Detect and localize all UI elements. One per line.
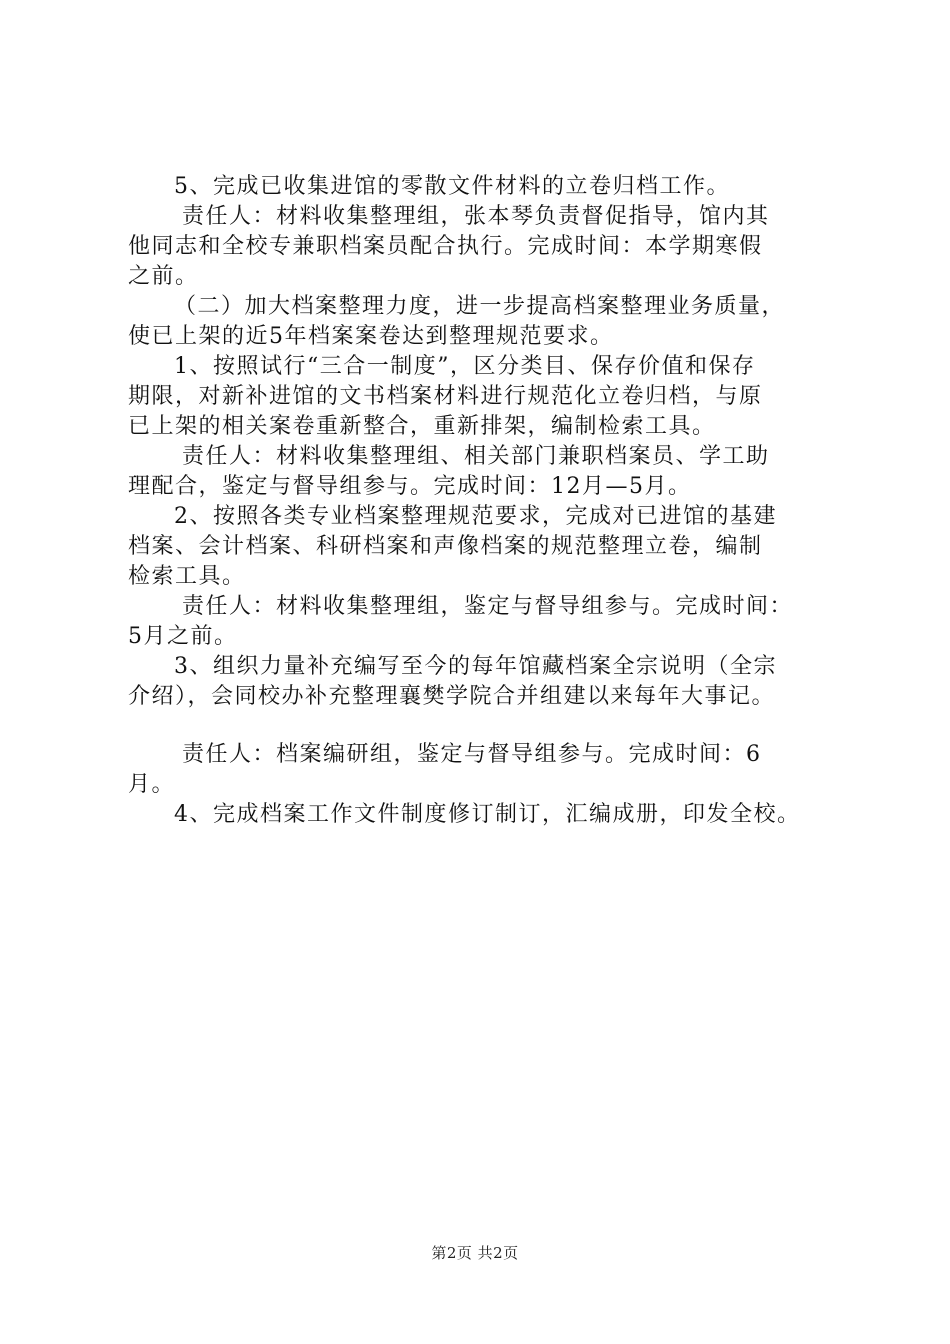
item-2-text: 2、按照各类专业档案整理规范要求，完成对已进馆的基建: [174, 504, 777, 529]
paragraph-line: 使已上架的近5年档案案卷达到整理规范要求。: [128, 324, 614, 349]
page-number-footer: 第2页 共2页: [431, 1244, 519, 1262]
item-1-text: 1、按照试行“三合一制度”，区分类目、保存价值和保存: [174, 354, 756, 379]
section-heading-2: （二）加大档案整理力度，进一步提高档案整理业务质量，: [174, 294, 786, 319]
item-3-text: 3、组织力量补充编写至今的每年馆藏档案全宗说明（全宗: [174, 654, 777, 679]
document-body: [128, 172, 840, 830]
responsible-person-line: 责任人：材料收集整理组、相关部门兼职档案员、学工助: [182, 444, 770, 469]
paragraph-line: 之前。: [128, 264, 199, 289]
paragraph-line: 检索工具。: [128, 564, 246, 589]
paragraph-line: 理配合，鉴定与督导组参与。完成时间：12月—5月。: [128, 474, 692, 499]
responsible-person-line: 责任人：材料收集整理组，鉴定与督导组参与。完成时间：: [182, 594, 794, 619]
paragraph-line: 介绍），会同校办补充整理襄樊学院合并组建以来每年大事记。: [128, 684, 776, 709]
paragraph-line: 已上架的相关案卷重新整合，重新排架，编制检索工具。: [128, 414, 716, 439]
paragraph-line: 5月之前。: [128, 624, 238, 649]
paragraph-line: 月。: [128, 772, 176, 797]
responsible-person-line: 责任人：材料收集整理组，张本琴负责督促指导，馆内其: [182, 204, 770, 229]
item-4-text: 4、完成档案工作文件制度修订制订，汇编成册，印发全校。: [174, 802, 801, 827]
responsible-person-line: 责任人：档案编研组，鉴定与督导组参与。完成时间：6: [182, 742, 762, 767]
item-5-text: 5、完成已收集进馆的零散文件材料的立卷归档工作。: [174, 174, 730, 199]
blank-line: [128, 712, 840, 740]
paragraph-line: 档案、会计档案、科研档案和声像档案的规范整理立卷，编制: [128, 534, 763, 559]
paragraph-line: 他同志和全校专兼职档案员配合执行。完成时间：本学期寒假: [128, 234, 763, 259]
paragraph-line: 期限，对新补进馆的文书档案材料进行规范化立卷归档，与原: [128, 384, 763, 409]
